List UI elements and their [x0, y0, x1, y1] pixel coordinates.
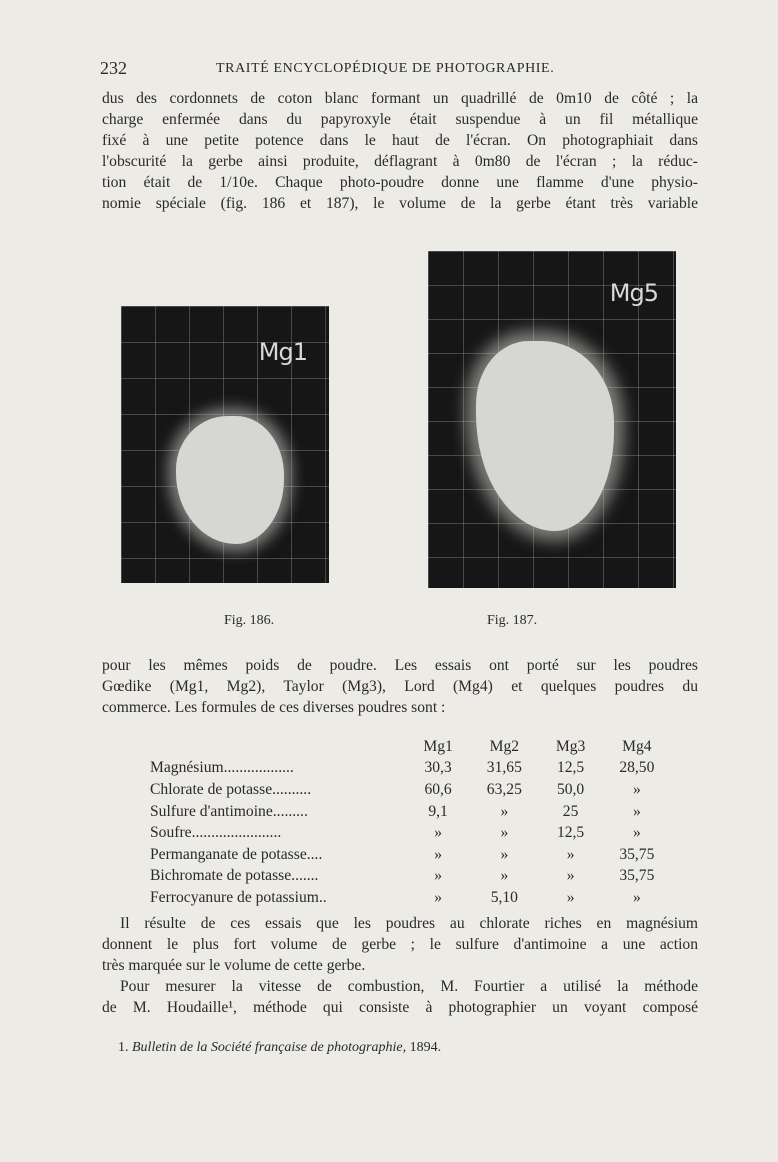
table-header-row [150, 736, 670, 758]
composition-table [150, 736, 670, 909]
table-row [150, 887, 670, 909]
flame-burst [476, 341, 614, 531]
table-cell: 30,3 [424, 759, 452, 777]
footnote-year: 1894. [409, 1040, 442, 1055]
figure-187-caption: Fig. 187. [487, 613, 538, 628]
column-header: Mg4 [622, 737, 652, 755]
column-header: Mg3 [555, 737, 586, 755]
table-cell: » [632, 888, 641, 906]
table-cell: » [632, 780, 641, 798]
text-line: fixé à une petite potence dans le haut de l'écran. On photographiait dans [102, 132, 698, 149]
table-cell: 5,10 [490, 888, 518, 906]
row-label: Bichromate de potasse....... [150, 867, 319, 885]
table-cell: » [566, 888, 575, 906]
table-cell: 12,5 [556, 759, 585, 777]
table-cell: 28,50 [619, 759, 655, 777]
row-label: Sulfure d'antimoine......... [150, 802, 308, 820]
table-cell: » [434, 888, 442, 906]
table-row [150, 866, 670, 888]
text-line: Gœdike (Mg1, Mg2), Taylor (Mg3), Lord (Mg4) et quelques poudres du [102, 678, 698, 695]
figure-187-photo [428, 251, 676, 588]
figure-186-caption: Fig. 186. [224, 613, 275, 628]
figure-tag: Mg5 [609, 279, 658, 307]
table-cell: » [434, 845, 442, 863]
table-cell: 63,25 [486, 780, 522, 798]
row-label: Ferrocyanure de potassium.. [150, 888, 327, 906]
table-cell: » [500, 802, 509, 820]
column-header: Mg2 [489, 737, 520, 755]
table-cell: » [434, 867, 442, 885]
table-cell: 9,1 [428, 802, 448, 820]
text-line: Pour mesurer la vitesse de combustion, M. Fourtier a utilisé la méthode [120, 978, 698, 995]
table-cell: 12,5 [556, 824, 585, 842]
table-cell: » [500, 824, 509, 842]
table-row [150, 779, 670, 801]
table-cell: » [500, 867, 509, 885]
paragraph-intro [102, 88, 698, 214]
table-row [150, 844, 670, 866]
text-line: nomie spéciale (fig. 186 et 187), le volume de la gerbe étant très variable [102, 195, 698, 212]
table-cell: » [500, 845, 509, 863]
table-cell: » [632, 824, 641, 842]
table-row [150, 801, 670, 823]
table-row [150, 758, 670, 780]
text-line: charge enfermée dans du papyroxyle était suspendue à un fil métallique [102, 111, 698, 128]
table-row [150, 822, 670, 844]
table-cell: 31,65 [486, 759, 522, 777]
text-line: pour les mêmes poids de poudre. Les essais ont porté sur les poudres [102, 657, 698, 674]
column-header: Mg1 [423, 737, 453, 755]
table-cell: » [566, 845, 575, 863]
running-title: TRAITÉ ENCYCLOPÉDIQUE DE PHOTOGRAPHIE. [216, 61, 555, 76]
paragraph-tests [102, 655, 698, 718]
footnote [118, 1040, 441, 1056]
text-line: très marquée sur le volume de cette gerbe. [102, 957, 366, 974]
row-label: Magnésium.................. [150, 759, 294, 777]
table-cell: 35,75 [619, 867, 655, 885]
table-cell: 25 [562, 802, 579, 820]
figure-186-photo [121, 306, 329, 583]
row-label: Soufre....................... [150, 824, 282, 842]
table-cell: 60,6 [424, 780, 452, 798]
footnote-number: 1. [118, 1040, 129, 1055]
flame-burst [176, 416, 284, 544]
paragraph-results [102, 913, 698, 1018]
row-label: Permanganate de potasse.... [150, 845, 323, 863]
row-label: Chlorate de potasse.......... [150, 780, 312, 798]
text-line: dus des cordonnets de coton blanc formant un quadrillé de 0m10 de côté ; la [102, 90, 698, 107]
table-corner [150, 736, 405, 758]
text-line: de M. Houdaille¹, méthode qui consiste à photographier un voyant composé [102, 999, 698, 1016]
text-line: tion était de 1/10e. Chaque photo-poudre donne une flamme d'une physio- [102, 174, 698, 191]
text-line: donnent le plus fort volume de gerbe ; le sulfure d'antimoine a une action [102, 936, 698, 953]
figure-tag: Mg1 [258, 338, 307, 366]
table-cell: 35,75 [619, 845, 655, 863]
table-cell: » [434, 824, 442, 842]
footnote-title: Bulletin de la Société française de photographie, [132, 1040, 407, 1055]
text-line: Il résulte de ces essais que les poudres au chlorate riches en magnésium [120, 915, 698, 932]
page-number: 232 [100, 58, 127, 78]
page-header [100, 58, 700, 80]
text-line: l'obscurité la gerbe ainsi produite, déflagrant à 0m80 de l'écran ; la réduc- [102, 153, 698, 170]
text-line: commerce. Les formules de ces diverses poudres sont : [102, 699, 446, 716]
table-cell: » [566, 867, 575, 885]
table-cell: » [632, 802, 641, 820]
table-cell: 50,0 [556, 780, 585, 798]
